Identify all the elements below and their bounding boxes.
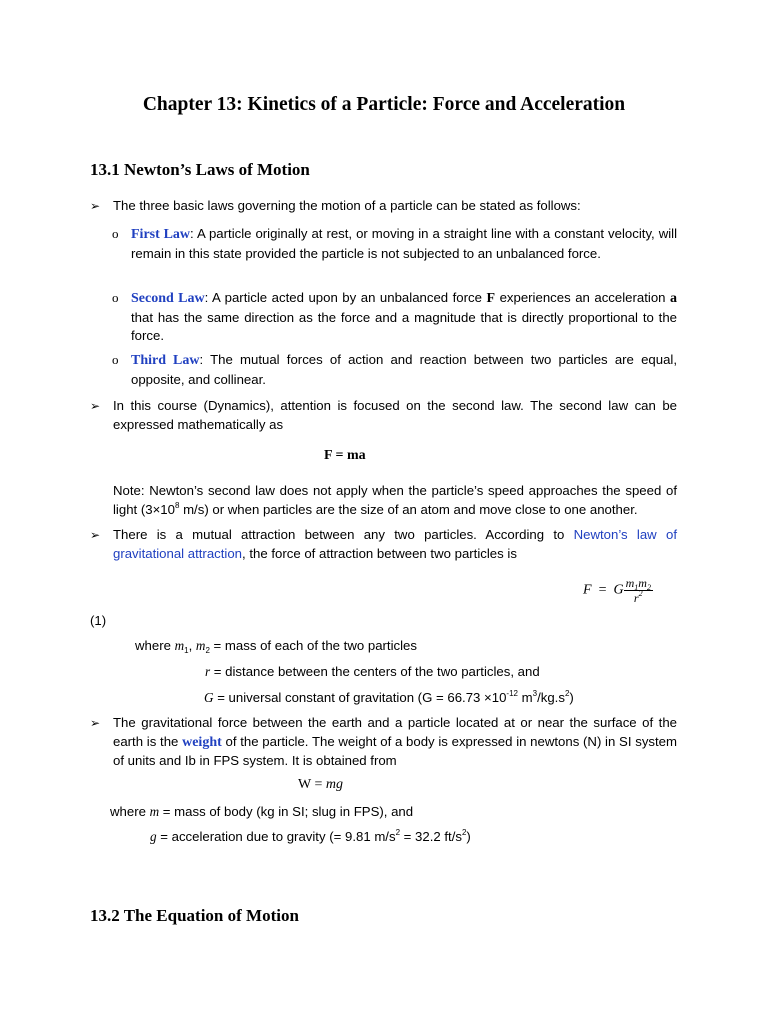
where3-unit2: /kg.s — [537, 690, 565, 705]
equation-f-ma-text: F = ma — [324, 448, 366, 463]
where-line-2 — [205, 663, 540, 682]
gravitation-equation — [583, 576, 653, 605]
bullet-3-text-1: There is a mutual attraction between any two particles. According to — [113, 527, 574, 542]
second-law-paragraph — [131, 289, 677, 346]
eq-denominator — [624, 591, 653, 605]
where3-text: = universal constant of gravitation (G = 66.73 ×10 — [213, 690, 507, 705]
weight-term: weight — [182, 734, 222, 750]
where5-var: g — [150, 829, 157, 844]
second-law-text-2: experiences an acceleration — [495, 290, 671, 305]
eq-sub1: 1 — [634, 583, 639, 592]
section-heading-1: 13.1 Newton’s Laws of Motion — [90, 160, 310, 179]
equation-number: (1) — [90, 613, 107, 628]
where-line-5 — [150, 828, 471, 847]
bullet-4-text-1: The gravitational force between the earth and a particle located at or near the surface of the earth is the — [113, 715, 677, 749]
eq-w: W = — [298, 777, 326, 792]
where5-mid: = 32.2 ft/s — [400, 829, 462, 844]
first-law-paragraph — [131, 225, 677, 263]
arrow-bullet-icon: ➢ — [90, 199, 101, 213]
eq-fraction — [624, 576, 653, 605]
bold-acceleration-symbol: a — [670, 291, 678, 306]
where1-sep: , — [188, 638, 196, 653]
where3-exp1: -12 — [506, 689, 518, 698]
where-line-4 — [110, 803, 413, 822]
equation-f-ma — [324, 448, 366, 464]
eq-g: G — [613, 582, 624, 598]
where3-close: ) — [569, 690, 574, 705]
bullet-text-2: In this course (Dynamics), attention is focused on the second law. The second law can be expressed mathematically as — [113, 398, 677, 432]
where1-m2: m — [195, 638, 206, 653]
where2-text: = distance between the centers of the two particles, and — [210, 664, 540, 679]
circle-bullet-icon: o — [112, 290, 119, 305]
bullet-3-text-2: , the force of attraction between two particles is — [242, 545, 517, 561]
where1-s2: 2 — [205, 646, 210, 655]
bullet-text-4 — [113, 714, 677, 771]
where1-prefix: where — [135, 638, 175, 653]
where3-unit1: m — [517, 690, 533, 705]
note-text-2: m/s) or when particles are the size of an atom and move close to one another. — [179, 501, 638, 517]
third-law-text: : The mutual forces of action and reaction between two particles are equal, opposite, and collinear. — [131, 352, 677, 387]
second-law-label: Second Law — [131, 291, 205, 306]
where5-text: = acceleration due to gravity (= 9.81 m/s — [156, 829, 396, 844]
eq-m1: m — [625, 576, 635, 590]
arrow-bullet-icon: ➢ — [90, 399, 101, 413]
bullet-text-1: The three basic laws governing the motion of a particle can be stated as follows: — [113, 198, 581, 213]
third-law-paragraph — [131, 351, 677, 389]
gravitation-law-link[interactable]: Newton’s law of gravitational attraction — [113, 527, 677, 561]
eq-mg: mg — [325, 777, 343, 792]
where-line-1 — [135, 637, 417, 656]
where2-var: r — [205, 664, 211, 679]
section-heading-2: 13.2 The Equation of Motion — [90, 906, 299, 925]
arrow-bullet-icon: ➢ — [90, 716, 101, 730]
second-law-text-1: : A particle acted upon by an unbalanced force — [204, 290, 487, 305]
circle-bullet-icon: o — [112, 226, 119, 241]
circle-bullet-icon: o — [112, 352, 119, 367]
third-law-label: Third Law — [131, 353, 200, 368]
eq-r: r — [633, 591, 639, 605]
page-title: Chapter 13: Kinetics of a Particle: Force and Acceleration — [142, 94, 626, 115]
where3-exp2: 3 — [532, 689, 538, 698]
where4-text: = mass of body (kg in SI; slug in FPS), and — [159, 804, 414, 819]
arrow-bullet-icon: ➢ — [90, 528, 101, 542]
eq-sign: = — [598, 582, 607, 598]
eq-m2: m — [638, 576, 647, 590]
where1-text: = mass of each of the two particles — [209, 638, 417, 653]
note-exponent: 8 — [174, 500, 180, 510]
eq-sub2: 2 — [646, 583, 651, 592]
where4-var: m — [149, 804, 160, 819]
where5-close: ) — [466, 829, 471, 844]
note-paragraph — [113, 482, 677, 519]
first-law-label: First Law — [131, 227, 191, 242]
where-line-3 — [204, 689, 574, 708]
bullet-4-text-2: of the particle. The weight of a body is expressed in newtons (N) in SI system of units and Ib in FPS system. It is obtained from — [113, 733, 678, 768]
first-law-text: : A particle originally at rest, or moving in a straight line with a constant velocity, will remain in this state provided the particle is not subjected to an unbalanced force. — [131, 226, 678, 261]
where5-e1: 2 — [395, 828, 401, 837]
second-law-text-3: that has the same direction as the force and a magnitude that is directly proportional to the force. — [131, 309, 677, 343]
where3-var: G — [204, 690, 214, 705]
where5-e2: 2 — [461, 828, 467, 837]
where1-m1: m — [174, 638, 185, 653]
eq-lhs: F — [583, 582, 592, 598]
eq-r-exp: 2 — [638, 589, 643, 598]
bold-force-symbol: F — [486, 291, 496, 306]
where4-prefix: where — [110, 804, 150, 819]
note-text-1: Note: Newton’s second law does not apply when the particle’s speed approaches the speed of light (3×10 — [113, 483, 677, 517]
equation-w-mg — [298, 777, 343, 793]
bullet-text-3 — [113, 526, 677, 563]
where3-exp3: 2 — [564, 689, 570, 698]
where1-s1: 1 — [184, 646, 189, 655]
